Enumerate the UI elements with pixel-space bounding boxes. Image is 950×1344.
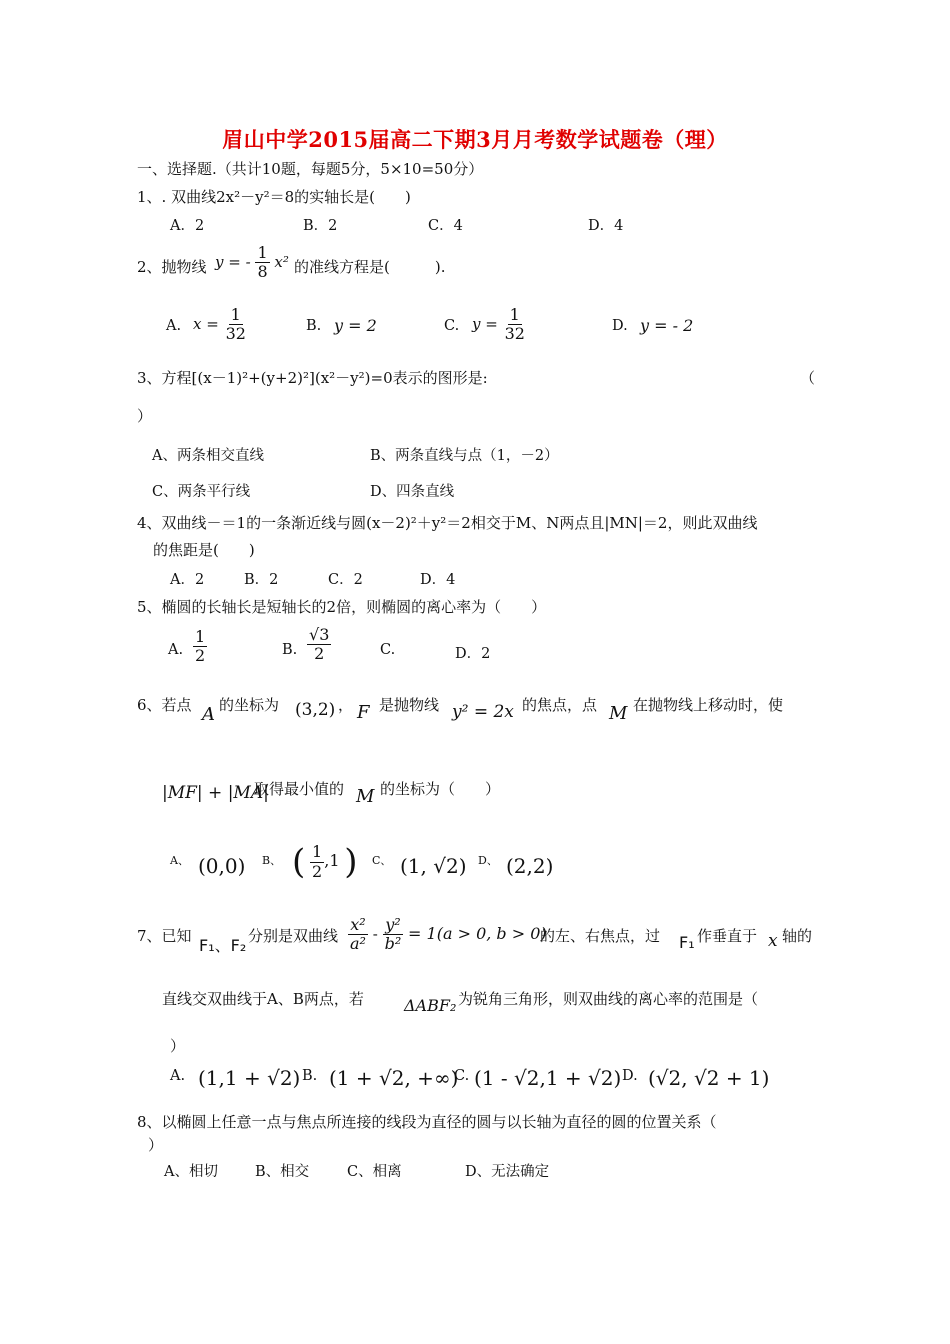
q6-option-b-label: B、 [262,854,282,867]
q3-option-b: B、两条直线与点（1，－2） [370,448,559,464]
section-heading: 一、选择题.（共计10题，每题5分，5×10=50分） [137,160,484,178]
q7-option-c: (1 - √2,1 + √2) [474,1066,622,1090]
q1-option-a: A．2 [170,218,205,234]
q3-paren-open: （ [800,369,816,387]
q2-eq-lhs: y = - [215,252,251,271]
q7-triangle: ΔABF₂ [404,996,457,1015]
question-8-stem-2: ） [148,1136,164,1154]
q6-opt-b-num: 1 [312,842,323,862]
q2-opt-c-frac [503,306,527,344]
q7-text-7: 为锐角三角形，则双曲线的离心率的范围是（ [458,990,759,1008]
q1-option-c: C．4 [428,218,463,234]
q8-option-c: C、相离 [347,1164,402,1180]
question-4-stem: 4、双曲线－＝1的一条渐近线与圆(x－2)²＋y²＝2相交于M、N两点且|MN|＝2，则此双曲线 [137,514,758,532]
question-7-label: 7、已知 [137,927,192,945]
q3-option-a: A、两条相交直线 [152,448,264,464]
q6-option-d: (2,2) [506,854,554,878]
question-2-label: 2、抛物线 [137,258,207,276]
q2-option-a-label: A. [166,318,182,334]
q7-frac-2-den: b² [384,934,402,954]
q6-text-6: 取得最小值的 [254,780,345,798]
q6-opt-b-frac [310,843,324,881]
q2-eq-fraction [255,244,269,282]
q7-text-2: 分别是双曲线 [248,927,339,945]
q2-option-b-label: B. [306,318,322,334]
q6-text-7: 的坐标为（ ） [380,780,501,798]
q5-opt-b-num: √3 [309,625,330,644]
q7-option-a: (1,1 + √2) [198,1066,301,1090]
q7-foci: F₁、F₂ [199,936,247,955]
q2-eq-rhs: x² [274,252,289,271]
q7-text-3: 的左、右焦点，过 [540,927,661,945]
q6-option-c: (1, √2) [400,854,467,878]
q5-opt-b-frac [307,626,331,664]
q2-eq-num: 1 [257,243,268,262]
q7-f1: F₁ [679,933,695,952]
q7-text-4: 作垂直于 [697,927,758,945]
q5-option-d: D．2 [455,646,491,662]
q6-coord: (3,2) [295,700,336,720]
q6-point-f: F [357,702,370,723]
q7-x: x [768,931,778,951]
q6-expression: |MF| + |MA| [162,783,269,803]
q5-option-a [193,628,207,666]
q6-point-a: A [202,704,215,725]
q6-point-m-2: M [356,786,375,807]
q2-opt-c-num: 1 [509,305,520,324]
q2-option-d: y = - 2 [640,316,694,335]
q5-option-c: C. [380,642,396,658]
question-6-label: 6、若点 [137,696,192,714]
q6-point-m: M [609,703,628,724]
q7-option-d-label: D. [622,1068,638,1084]
q7-option-c-label: C. [454,1068,470,1084]
q4-option-d: D．4 [420,572,456,588]
question-8-stem: 8、以椭圆上任意一点与焦点所连接的线段为直径的圆与以长轴为直径的圆的位置关系（ [137,1113,717,1131]
q6-option-c-label: C、 [372,854,392,867]
question-1-stem: 1、. 双曲线2x²－y²＝8的实轴长是( ) [137,188,411,206]
question-5-stem: 5、椭圆的长轴长是短轴长的2倍，则椭圆的离心率为（ ） [137,598,547,616]
question-2-stem: 的准线方程是( ). [294,258,446,276]
q2-equation [215,244,289,282]
q6-text-2: 的坐标为 [219,696,280,714]
q6-text-3: 是抛物线 [379,696,440,714]
q7-option-a-label: A. [170,1068,186,1084]
q5-opt-a-num: 1 [195,627,206,646]
q4-option-a: A．2 [170,572,205,588]
q6-option-d-label: D、 [478,854,498,867]
q6-opt-b-den: 2 [312,861,323,881]
q7-hyperbola [348,916,547,954]
q5-option-a-label: A. [168,642,184,658]
q3-paren-close: ） [137,407,153,425]
q7-frac-2-num: y² [385,915,401,934]
q7-minus: - [372,924,378,943]
q7-text-6: 直线交双曲线于A、B两点，若 [162,990,364,1008]
q7-option-b: (1 + √2, +∞) [329,1066,459,1090]
q2-opt-c-den: 32 [504,324,525,344]
q8-option-d: D、无法确定 [465,1164,550,1180]
q7-frac-1-num: x² [350,915,366,934]
q5-opt-a-frac [193,628,207,666]
q7-text-8: ） [170,1037,186,1055]
q8-option-a: A、相切 [164,1164,218,1180]
q7-frac-1 [348,916,368,954]
q2-opt-a-frac [224,306,248,344]
q6-option-a: (0,0) [198,854,246,878]
q1-option-d: D．4 [588,218,624,234]
q8-option-b: B、相交 [255,1164,310,1180]
exam-title: 眉山中学2015届高二下期3月月考数学试题卷（理） [222,127,728,152]
q2-opt-a-num: 1 [230,305,241,324]
q2-option-a [193,306,248,344]
q2-option-c-label: C. [444,318,460,334]
q3-option-d: D、四条直线 [370,484,455,500]
q7-frac-2 [383,916,404,954]
q6-option-a-label: A、 [170,854,189,867]
q2-option-c [472,306,527,344]
q7-option-b-label: B. [302,1068,318,1084]
q2-opt-c-lhs: y = [472,314,498,333]
q7-frac-1-den: a² [350,934,366,954]
q7-text-5: 轴的 [782,927,813,945]
q5-option-b [307,626,331,664]
q5-option-b-label: B. [282,642,298,658]
q4-option-b: B．2 [244,572,279,588]
q6-parabola: y² = 2x [452,702,514,722]
q6-opt-b-tail: ,1 [324,851,340,870]
q7-option-d: (√2, √2 + 1) [648,1066,770,1090]
q7-condition: = 1(a > 0, b > 0) [408,923,547,943]
q5-opt-b-den: 2 [314,644,325,664]
q4-option-c: C．2 [328,572,363,588]
q2-option-d-label: D. [612,318,628,334]
q6-option-b: ( $\frac{1}{2}$ ,1 ) [292,842,358,882]
q6-text-5: 在抛物线上移动时，使 [633,696,784,714]
q2-eq-den: 8 [257,262,268,282]
q2-option-b: y = 2 [334,316,377,335]
q3-option-c: C、两条平行线 [152,484,251,500]
q6-text-4: 的焦点，点 [522,696,598,714]
q6-comma: ， [338,696,354,714]
question-3-stem: 3、方程[(x－1)²+(y+2)²](x²－y²)=0表示的图形是: [137,369,488,387]
q5-opt-a-den: 2 [195,646,206,666]
q1-option-b: B．2 [303,218,338,234]
q2-opt-a-lhs: x = [193,314,219,333]
q2-opt-a-den: 32 [225,324,246,344]
question-4-stem-2: 的焦距是( ) [153,541,255,559]
